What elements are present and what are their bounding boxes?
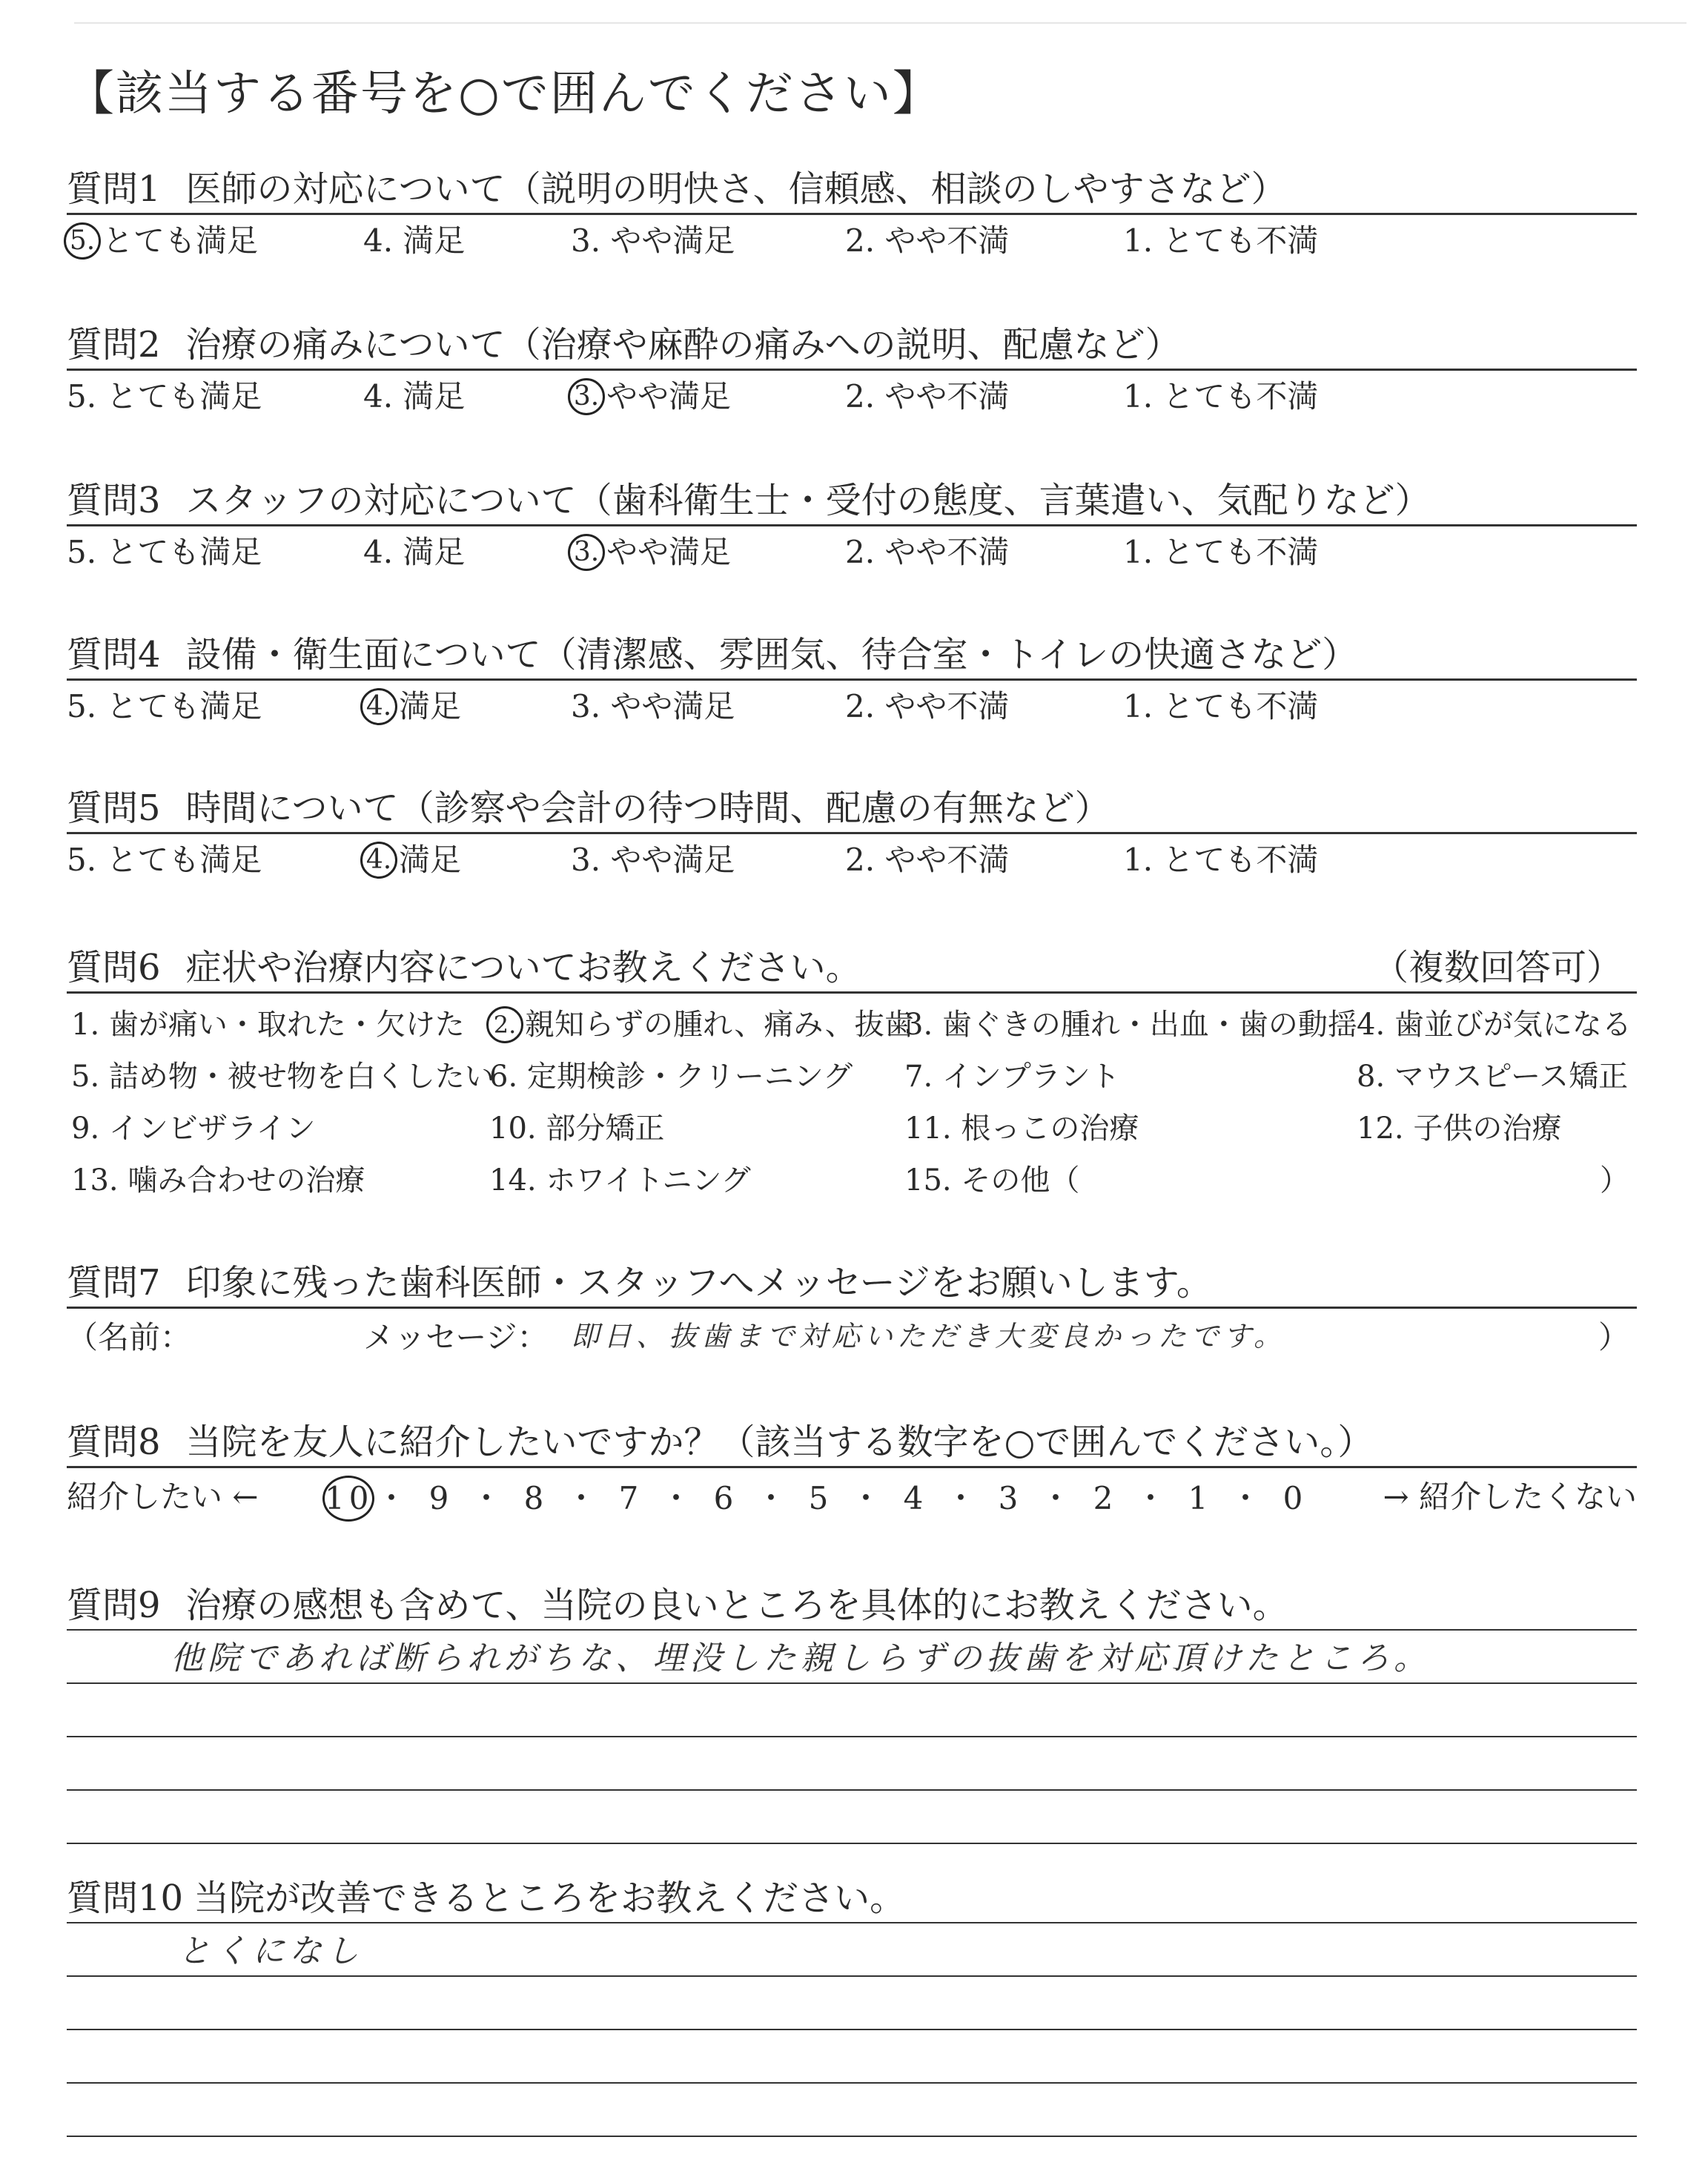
- question-8-header: [67, 1405, 1637, 1468]
- question-number: 質問9: [67, 1585, 161, 1626]
- question-text: 当院が改善できるところをお教えください。: [193, 1877, 906, 1919]
- answer-handwritten[interactable]: 他院であれば断られがちな、埋没した親しらずの抜歯を対応頂けたところ。: [171, 1639, 1431, 1677]
- rating-options: [67, 215, 1637, 267]
- selected-circle: 2.: [486, 1006, 523, 1043]
- writing-line: [67, 1629, 1637, 1631]
- recommend-scale: [67, 1468, 1637, 1527]
- scale-separator: ・: [375, 1480, 411, 1516]
- top-border: [74, 22, 1687, 24]
- question-9-header: [67, 1568, 1637, 1629]
- scale-separator: ・: [565, 1480, 601, 1516]
- rating-option[interactable]: [67, 222, 259, 260]
- writing-line: [67, 1682, 1637, 1684]
- rating-option[interactable]: 3. やや満足: [571, 842, 735, 878]
- symptom-option[interactable]: 9. インビザライン: [71, 1112, 316, 1146]
- symptom-option[interactable]: 15. その他（: [904, 1163, 1080, 1198]
- name-label: （名前：: [67, 1319, 192, 1355]
- question-7-header: [67, 1246, 1637, 1309]
- scale-value[interactable]: 2: [1093, 1480, 1118, 1516]
- scale-separator: ・: [1229, 1480, 1265, 1516]
- rating-option[interactable]: 1. とても不満: [1123, 222, 1319, 259]
- question-number: 質問5: [67, 787, 161, 829]
- question-number: 質問3: [67, 480, 161, 521]
- writing-line: [67, 1922, 1637, 1923]
- question-number: 質問4: [67, 634, 161, 676]
- rating-option[interactable]: 1. とても不満: [1123, 534, 1319, 570]
- option-label: 親知らずの腫れ、痛み、抜歯: [525, 1008, 914, 1042]
- question-text: 治療の感想も含めて、当院の良いところを具体的にお教えください。: [185, 1585, 1288, 1626]
- question-number: 質問6: [67, 947, 161, 988]
- question-8: [67, 1405, 1637, 1527]
- scale-value[interactable]: 0: [1282, 1480, 1308, 1516]
- rating-option[interactable]: 4. 満足: [363, 378, 466, 415]
- symptom-option[interactable]: 5. 詰め物・被せ物を白くしたい: [71, 1060, 494, 1094]
- question-header: [67, 463, 1637, 526]
- symptom-option[interactable]: 12. 子供の治療: [1357, 1112, 1562, 1146]
- question-7: [67, 1246, 1637, 1368]
- selected-circle: 10: [322, 1476, 374, 1522]
- rating-option[interactable]: 2. やや不満: [845, 688, 1010, 724]
- selected-circle: 3.: [568, 378, 605, 415]
- other-close-paren: ）: [1600, 1163, 1629, 1198]
- rating-options: [67, 371, 1637, 423]
- option-label: 満足: [399, 688, 462, 724]
- symptom-option[interactable]: 14. ホワイトニング: [489, 1163, 751, 1198]
- rating-option[interactable]: 2. やや不満: [845, 842, 1010, 878]
- rating-option[interactable]: 5. とても満足: [67, 688, 262, 724]
- scale-separator: ・: [1134, 1480, 1171, 1516]
- writing-line: [67, 1975, 1637, 1977]
- rating-option[interactable]: 5. とても満足: [67, 842, 262, 878]
- scale-value[interactable]: 3: [998, 1480, 1023, 1516]
- question-text: 治療の痛みについて（治療や麻酔の痛みへの説明、配慮など）: [185, 324, 1181, 366]
- message-label: メッセージ：: [363, 1319, 549, 1355]
- option-label: 満足: [399, 842, 462, 878]
- rating-option[interactable]: 4. 満足: [363, 222, 466, 259]
- scale-value[interactable]: 8: [523, 1480, 549, 1516]
- symptom-option[interactable]: 10. 部分矯正: [489, 1112, 665, 1146]
- rating-option[interactable]: 3. やや満足: [571, 688, 735, 724]
- scale-separator: ・: [944, 1480, 981, 1516]
- selected-circle: 5.: [64, 222, 101, 260]
- symptom-option[interactable]: 6. 定期検診・クリーニング: [489, 1060, 853, 1094]
- writing-line: [67, 2029, 1637, 2030]
- scale-separator: ・: [850, 1480, 886, 1516]
- question-10: [67, 1861, 1637, 1970]
- selected-circle: 4.: [360, 688, 397, 725]
- scale-value[interactable]: 4: [903, 1480, 928, 1516]
- question-text: 症状や治療内容についてお教えください。: [185, 947, 861, 988]
- symptom-option[interactable]: 13. 噛み合わせの治療: [71, 1163, 365, 1198]
- writing-line: [67, 1736, 1637, 1737]
- writing-line: [67, 2136, 1637, 2137]
- question-header: [67, 618, 1637, 681]
- symptom-option[interactable]: 7. インプラント: [904, 1060, 1120, 1094]
- question-9: [67, 1568, 1637, 1677]
- question-number: 質問7: [67, 1262, 161, 1304]
- symptom-option[interactable]: 8. マウスピース矯正: [1357, 1060, 1629, 1094]
- rating-option[interactable]: 5. とても満足: [67, 534, 262, 570]
- option-label: やや満足: [606, 534, 732, 570]
- rating-option[interactable]: [571, 534, 732, 571]
- rating-option[interactable]: 1. とても不満: [1123, 842, 1319, 878]
- writing-line: [67, 2082, 1637, 2084]
- rating-option[interactable]: 1. とても不満: [1123, 688, 1319, 724]
- question-6: [67, 931, 1637, 1209]
- rating-options: [67, 681, 1637, 733]
- question-10-header: [67, 1861, 1637, 1922]
- writing-line: [67, 1843, 1637, 1844]
- selected-circle: 4.: [360, 842, 397, 879]
- question-header: [67, 308, 1637, 371]
- rating-option[interactable]: 3. やや満足: [571, 222, 735, 259]
- question-number: 質問2: [67, 324, 161, 366]
- question-2: [67, 308, 1637, 423]
- question-number: 質問8: [67, 1421, 161, 1463]
- symptom-option[interactable]: 3. 歯ぐきの腫れ・出血・歯の動揺: [904, 1008, 1357, 1042]
- symptom-option[interactable]: [489, 1010, 914, 1043]
- form-title: 【該当する番号を○で囲んでください】: [67, 67, 941, 122]
- symptom-option[interactable]: 11. 根っこの治療: [904, 1112, 1139, 1146]
- rating-option[interactable]: [571, 378, 732, 415]
- scale-separator: ・: [470, 1480, 506, 1516]
- symptom-option[interactable]: 1. 歯が痛い・取れた・欠けた: [71, 1008, 465, 1042]
- question-number: 質問10: [67, 1877, 184, 1919]
- scale-numbers: [322, 1482, 1319, 1522]
- scale-value[interactable]: 7: [618, 1480, 643, 1516]
- scale-separator: ・: [660, 1480, 696, 1516]
- answer-handwritten[interactable]: とくになし: [178, 1932, 363, 1970]
- question-6-header: [67, 931, 1637, 994]
- option-label: やや満足: [606, 378, 732, 415]
- question-3: [67, 463, 1637, 578]
- question-number: 質問1: [67, 168, 161, 210]
- scale-left-label: 紹介したい ←: [67, 1479, 259, 1515]
- question-text: 医師の対応について（説明の明快さ、信頼感、相談のしやすさなど）: [185, 168, 1287, 210]
- question-1: [67, 152, 1637, 267]
- question-5: [67, 771, 1637, 886]
- option-label: とても満足: [102, 222, 259, 259]
- selected-circle: 3.: [568, 534, 605, 571]
- rating-option[interactable]: [363, 842, 462, 879]
- message-handwritten[interactable]: 即日、抜歯まで対応いただき大変良かったです。: [571, 1320, 1286, 1353]
- symptom-options: [67, 994, 1637, 1209]
- rating-options: [67, 834, 1637, 886]
- rating-option[interactable]: 4. 満足: [363, 534, 466, 570]
- question-text: 設備・衛生面について（清潔感、雰囲気、待合室・トイレの快適さなど）: [185, 634, 1358, 676]
- scale-value[interactable]: 6: [713, 1480, 738, 1516]
- question-text: スタッフの対応について（歯科衛生士・受付の態度、言葉遣い、気配りなど）: [185, 480, 1431, 521]
- question-text: 時間について（診察や会計の待つ時間、配慮の有無など）: [185, 787, 1110, 829]
- question-header: [67, 771, 1637, 834]
- multiple-answer-note: （複数回答可）: [1372, 947, 1622, 988]
- scale-separator: ・: [1039, 1480, 1076, 1516]
- writing-line: [67, 1789, 1637, 1791]
- rating-options: [67, 526, 1637, 578]
- question-header: [67, 152, 1637, 215]
- rating-option[interactable]: [363, 688, 462, 725]
- scale-value[interactable]: [322, 1480, 374, 1522]
- symptom-option[interactable]: 4. 歯並びが気になる: [1357, 1008, 1632, 1042]
- rating-option[interactable]: 5. とても満足: [67, 378, 262, 415]
- scale-value[interactable]: 1: [1188, 1480, 1213, 1516]
- message-row: [67, 1309, 1637, 1368]
- rating-option[interactable]: 2. やや不満: [845, 534, 1010, 570]
- scale-value[interactable]: 5: [808, 1480, 833, 1516]
- question-4: [67, 618, 1637, 733]
- scale-right-label: → 紹介したくない: [1383, 1479, 1637, 1515]
- rating-option[interactable]: 2. やや不満: [845, 222, 1010, 259]
- message-close-paren: ）: [1598, 1319, 1629, 1355]
- rating-option[interactable]: 1. とても不満: [1123, 378, 1319, 415]
- question-text: 印象に残った歯科医師・スタッフへメッセージをお願いします。: [185, 1262, 1212, 1304]
- scale-value[interactable]: 9: [428, 1480, 454, 1516]
- rating-option[interactable]: 2. やや不満: [845, 378, 1010, 415]
- scale-separator: ・: [755, 1480, 791, 1516]
- question-text: 当院を友人に紹介したいですか？（該当する数字を○で囲んでください。）: [185, 1421, 1374, 1463]
